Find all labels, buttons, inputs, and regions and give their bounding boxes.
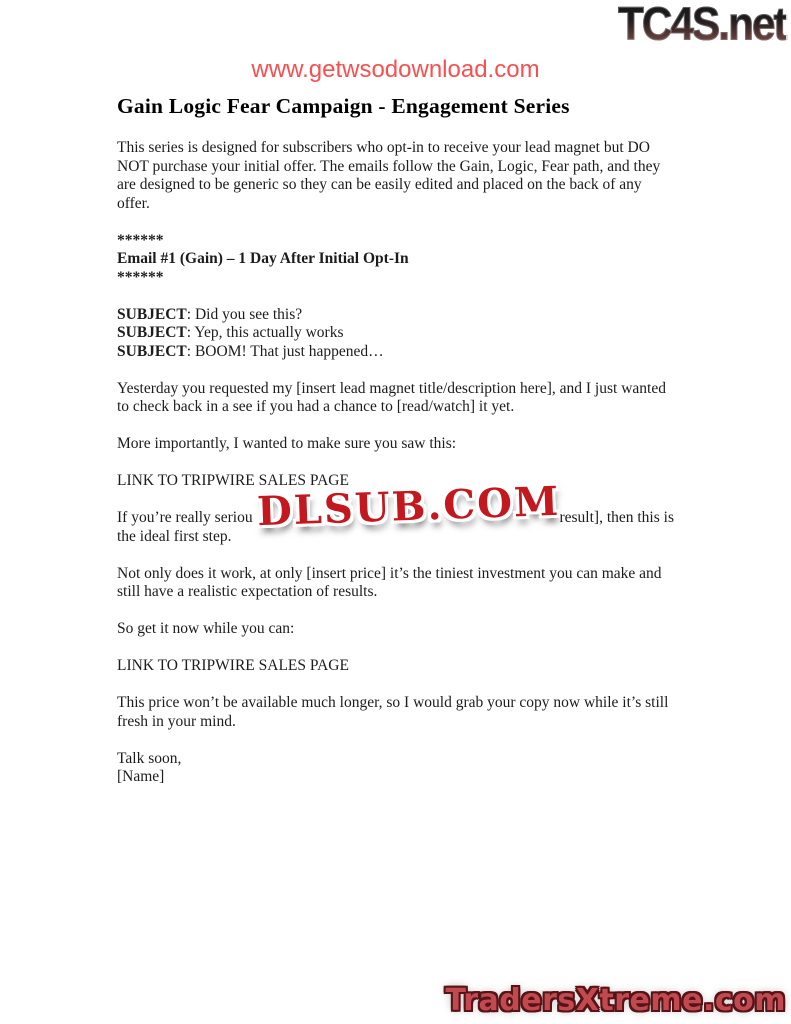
subject-label: SUBJECT xyxy=(117,305,187,323)
not-only-paragraph: Not only does it work, at only [insert price] it’s the tiniest investment you can make and still have a realistic expectation of results. xyxy=(117,564,662,600)
intro-paragraph: This series is designed for subscribers who opt-in to receive your lead magnet but DO NOT purchase your initial offer. The emails follow the Gain, Logic, Fear path, and they are designed to be generic so they can be easily edited and placed on the back of any offer. xyxy=(117,139,661,212)
subject-line xyxy=(117,306,674,325)
more-importantly-paragraph: More importantly, I wanted to make sure you saw this: xyxy=(117,435,457,452)
subject-line xyxy=(117,343,674,362)
tradersxtreme-badge-watermark: TradersXtreme.com xyxy=(445,983,786,1018)
serious-line1-end: result], then this is xyxy=(559,509,674,526)
subject-line xyxy=(117,324,674,343)
price-warning-paragraph: This price won’t be available much longer, so I would grab your copy now while it’s still fresh in your mind. xyxy=(117,694,669,730)
subject-text: : Did you see this? xyxy=(186,305,303,323)
get-it-now-paragraph: So get it now while you can: xyxy=(117,620,295,637)
page-title: Gain Logic Fear Campaign - Engagement Series xyxy=(117,94,570,118)
signoff-name: [Name] xyxy=(117,768,165,785)
tc4s-logo-watermark: TC4S.net xyxy=(618,0,786,50)
subject-text: : Yep, this actually works xyxy=(186,324,344,341)
dlsub-badge-watermark: DLSUB.COM xyxy=(256,477,562,536)
tripwire-link-line-1: LINK TO TRIPWIRE SALES PAGE xyxy=(117,472,349,489)
subject-text: : BOOM! That just happened… xyxy=(186,342,384,360)
subject-label: SUBJECT xyxy=(117,324,187,341)
followup-paragraph: Yesterday you requested my [insert lead magnet title/description here], and I just wanted to check back in a see if you had a chance to [read/watch] it yet. xyxy=(117,379,666,415)
separator-stars-bottom: ****** xyxy=(117,268,164,286)
site-url-watermark: www.getwsodownload.com xyxy=(251,56,540,83)
separator-stars-top: ****** xyxy=(117,231,164,249)
signoff-line: Talk soon, xyxy=(117,749,182,767)
serious-line1-start: If you’re really seriou xyxy=(117,509,253,526)
email-1-heading: Email #1 (Gain) – 1 Day After Initial Opt-In xyxy=(117,250,409,267)
document-body xyxy=(117,94,674,805)
signoff-block xyxy=(117,750,674,787)
tripwire-link-line-2: LINK TO TRIPWIRE SALES PAGE xyxy=(117,657,349,674)
email-heading-block xyxy=(117,232,674,288)
subject-lines-block xyxy=(117,306,674,362)
serious-line-2: the ideal first step. xyxy=(117,527,232,545)
subject-label: SUBJECT xyxy=(117,342,187,360)
